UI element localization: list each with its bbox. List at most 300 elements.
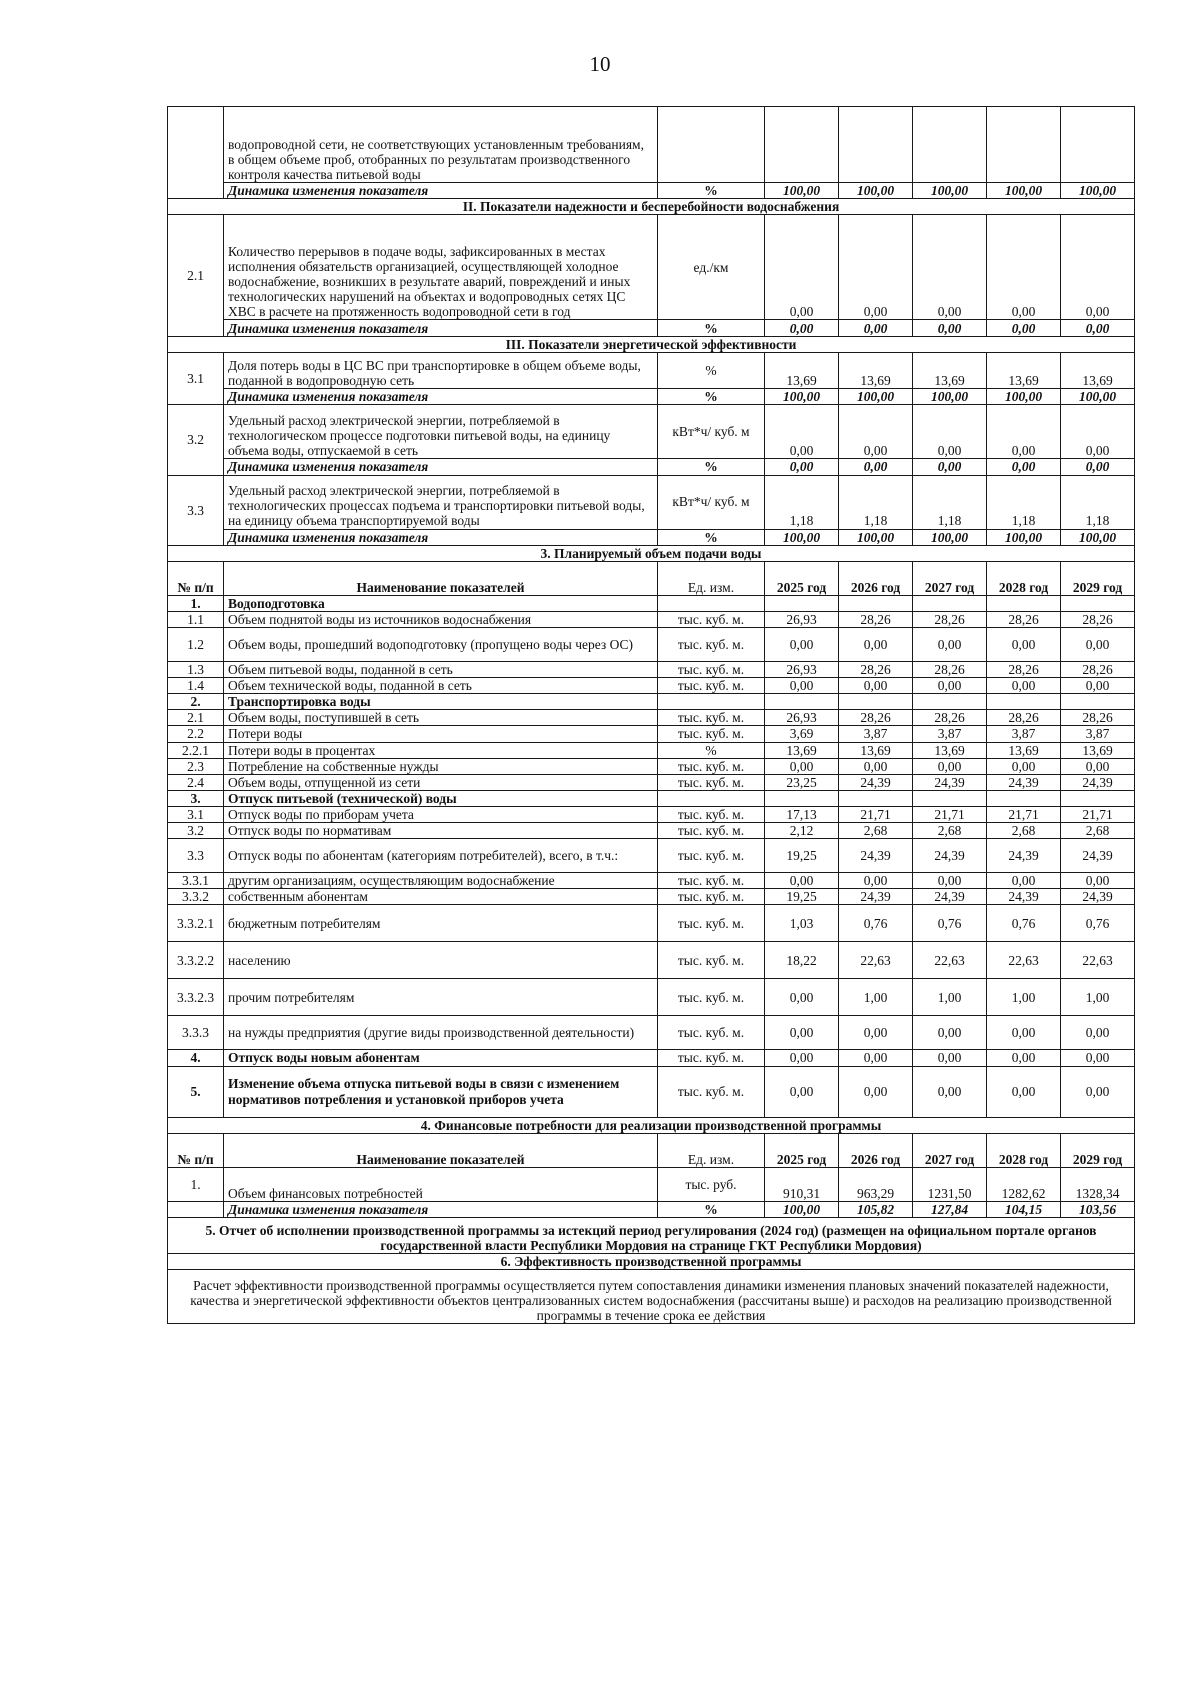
row-number: 5. bbox=[168, 1066, 224, 1117]
value-cell: 1231,50 bbox=[913, 1167, 987, 1201]
value-cell bbox=[1061, 595, 1135, 611]
unit-cell: тыс. куб. м. bbox=[658, 710, 765, 726]
value-cell: 0,00 bbox=[765, 320, 839, 337]
value-cell: 18,22 bbox=[765, 942, 839, 979]
table-row bbox=[168, 790, 1135, 806]
value-cell: 1,00 bbox=[987, 979, 1061, 1016]
value-cell: 0,00 bbox=[839, 215, 913, 320]
row-number bbox=[168, 107, 224, 199]
value-cell: 0,00 bbox=[987, 215, 1061, 320]
indicator-name: собственным абонентам bbox=[224, 889, 658, 905]
value-cell: 100,00 bbox=[765, 529, 839, 545]
value-cell: 22,63 bbox=[1061, 942, 1135, 979]
row-number: 3.2 bbox=[168, 823, 224, 839]
table-row bbox=[168, 873, 1135, 889]
table-row bbox=[168, 661, 1135, 677]
value-cell bbox=[987, 790, 1061, 806]
header-year: 2027 год bbox=[913, 1133, 987, 1167]
table-row bbox=[168, 107, 1135, 183]
value-cell: 28,26 bbox=[839, 611, 913, 627]
value-cell: 21,71 bbox=[1061, 806, 1135, 822]
row-number: 3.3.1 bbox=[168, 873, 224, 889]
value-cell: 28,26 bbox=[1061, 611, 1135, 627]
indicator-name: Водоподготовка bbox=[224, 595, 658, 611]
table-row bbox=[168, 627, 1135, 661]
dynamics-label: Динамика изменения показателя bbox=[224, 529, 658, 545]
table-row bbox=[168, 710, 1135, 726]
section-header bbox=[168, 1253, 1135, 1269]
value-cell bbox=[987, 694, 1061, 710]
table-row bbox=[168, 774, 1135, 790]
value-cell bbox=[765, 595, 839, 611]
dynamics-label: Динамика изменения показателя bbox=[224, 459, 658, 475]
value-cell: 0,00 bbox=[1061, 405, 1135, 459]
value-cell bbox=[765, 694, 839, 710]
value-cell: 13,69 bbox=[1061, 742, 1135, 758]
dynamics-row bbox=[168, 529, 1135, 545]
table-row bbox=[168, 1050, 1135, 1066]
table-row bbox=[168, 889, 1135, 905]
indicator-name: Объем технической воды, поданной в сеть bbox=[224, 678, 658, 694]
value-cell: 1,03 bbox=[765, 905, 839, 942]
value-cell: 0,00 bbox=[765, 1066, 839, 1117]
header-year: 2026 год bbox=[839, 561, 913, 595]
value-cell: 0,00 bbox=[987, 459, 1061, 475]
unit-cell: тыс. куб. м. bbox=[658, 839, 765, 873]
indicator-name: Отпуск воды новым абонентам bbox=[224, 1050, 658, 1066]
value-cell: 0,00 bbox=[913, 320, 987, 337]
unit-cell: тыс. куб. м. bbox=[658, 774, 765, 790]
unit-cell: % bbox=[658, 459, 765, 475]
value-cell: 100,00 bbox=[765, 1201, 839, 1217]
indicator-row bbox=[168, 405, 1135, 459]
value-cell: 23,25 bbox=[765, 774, 839, 790]
value-cell: 28,26 bbox=[839, 710, 913, 726]
dynamics-label: Динамика изменения показателя bbox=[224, 1201, 658, 1217]
indicator-name: Объем воды, отпущенной из сети bbox=[224, 774, 658, 790]
row-number: 3.1 bbox=[168, 806, 224, 822]
unit-cell: тыс. куб. м. bbox=[658, 942, 765, 979]
value-cell: 100,00 bbox=[839, 529, 913, 545]
value-cell: 22,63 bbox=[839, 942, 913, 979]
value-cell: 0,00 bbox=[987, 1050, 1061, 1066]
unit-cell: тыс. куб. м. bbox=[658, 627, 765, 661]
value-cell: 1,00 bbox=[839, 979, 913, 1016]
row-number: 1. bbox=[168, 1167, 224, 1201]
value-cell: 0,00 bbox=[1061, 873, 1135, 889]
section-title: 6. Эффективность производственной программы bbox=[168, 1253, 1135, 1269]
row-number: 3.3.2.2 bbox=[168, 942, 224, 979]
value-cell: 0,00 bbox=[913, 678, 987, 694]
value-cell: 0,00 bbox=[913, 459, 987, 475]
section-title: 3. Планируемый объем подачи воды bbox=[168, 545, 1135, 561]
value-cell: 1,00 bbox=[1061, 979, 1135, 1016]
value-cell: 28,26 bbox=[1061, 661, 1135, 677]
row-number: 1.4 bbox=[168, 678, 224, 694]
efficiency-text: Расчет эффективности производственной программы осуществляется путем сопоставления динамики изменения плановых значений показателей надежности, качества и энергетической эффективности объектов централизованных систем водоснабжения (рассчитаны выше) и расходов на реализацию производственной программы в течение срока ее действия bbox=[168, 1269, 1135, 1323]
unit-cell: % bbox=[658, 742, 765, 758]
empty-cell bbox=[839, 107, 913, 183]
value-cell: 0,00 bbox=[1061, 678, 1135, 694]
indicator-name: Потери воды в процентах bbox=[224, 742, 658, 758]
value-cell: 0,00 bbox=[1061, 1050, 1135, 1066]
table-row bbox=[168, 742, 1135, 758]
table-row bbox=[168, 595, 1135, 611]
value-cell: 13,69 bbox=[987, 742, 1061, 758]
table-row bbox=[168, 1016, 1135, 1050]
row-number: 1. bbox=[168, 595, 224, 611]
value-cell: 0,76 bbox=[1061, 905, 1135, 942]
row-number: 3.3 bbox=[168, 839, 224, 873]
section-title: II. Показатели надежности и бесперебойности водоснабжения bbox=[168, 199, 1135, 215]
header-unit: Ед. изм. bbox=[658, 1133, 765, 1167]
header-year: 2029 год bbox=[1061, 1133, 1135, 1167]
header-year: 2026 год bbox=[839, 1133, 913, 1167]
value-cell: 0,00 bbox=[839, 1066, 913, 1117]
value-cell bbox=[839, 595, 913, 611]
value-cell: 103,56 bbox=[1061, 1201, 1135, 1217]
value-cell: 24,39 bbox=[987, 889, 1061, 905]
dynamics-label: Динамика изменения показателя bbox=[224, 183, 658, 199]
empty-cell bbox=[168, 1201, 224, 1217]
text-row bbox=[168, 1269, 1135, 1323]
value-cell: 100,00 bbox=[1061, 183, 1135, 199]
value-cell bbox=[913, 790, 987, 806]
value-cell: 26,93 bbox=[765, 710, 839, 726]
table-row bbox=[168, 823, 1135, 839]
value-cell: 0,00 bbox=[765, 1050, 839, 1066]
row-number: 3.3.2 bbox=[168, 889, 224, 905]
table-header-row bbox=[168, 561, 1135, 595]
value-cell: 17,13 bbox=[765, 806, 839, 822]
value-cell: 0,00 bbox=[1061, 320, 1135, 337]
table-row bbox=[168, 678, 1135, 694]
value-cell: 2,68 bbox=[839, 823, 913, 839]
row-number: 2.2 bbox=[168, 726, 224, 742]
unit-cell: тыс. руб. bbox=[658, 1167, 765, 1201]
value-cell: 100,00 bbox=[839, 389, 913, 405]
value-cell: 28,26 bbox=[913, 611, 987, 627]
value-cell: 0,00 bbox=[913, 1066, 987, 1117]
value-cell: 21,71 bbox=[987, 806, 1061, 822]
value-cell: 100,00 bbox=[913, 183, 987, 199]
value-cell: 100,00 bbox=[987, 183, 1061, 199]
indicator-name: Отпуск питьевой (технической) воды bbox=[224, 790, 658, 806]
value-cell: 0,00 bbox=[987, 873, 1061, 889]
header-year: 2028 год bbox=[987, 1133, 1061, 1167]
row-number: 2.3 bbox=[168, 758, 224, 774]
value-cell: 3,69 bbox=[765, 726, 839, 742]
section-header bbox=[168, 545, 1135, 561]
value-cell: 24,39 bbox=[913, 889, 987, 905]
value-cell: 1,18 bbox=[839, 475, 913, 529]
section-header bbox=[168, 337, 1135, 353]
indicator-name: Транспортировка воды bbox=[224, 694, 658, 710]
value-cell: 0,00 bbox=[913, 1016, 987, 1050]
indicator-name: Потребление на собственные нужды bbox=[224, 758, 658, 774]
table-row bbox=[168, 806, 1135, 822]
value-cell: 100,00 bbox=[987, 389, 1061, 405]
indicator-name: Количество перерывов в подаче воды, зафиксированных в местах исполнения обязательств организацией, осуществляющей холодное водоснабжение, возникших в результате аварий, повреждений и иных технологических нарушений на объектах и водопроводных сетях ЦС ХВС в расчете на протяженность водопроводной сети в год bbox=[224, 215, 658, 320]
section-title: III. Показатели энергетической эффективности bbox=[168, 337, 1135, 353]
row-number: 1.2 bbox=[168, 627, 224, 661]
header-year: 2027 год bbox=[913, 561, 987, 595]
value-cell: 2,68 bbox=[987, 823, 1061, 839]
value-cell: 13,69 bbox=[839, 353, 913, 389]
indicator-name: на нужды предприятия (другие виды производственной деятельности) bbox=[224, 1016, 658, 1050]
unit-cell: % bbox=[658, 529, 765, 545]
header-number: № п/п bbox=[168, 561, 224, 595]
value-cell: 0,00 bbox=[913, 758, 987, 774]
unit-cell bbox=[658, 595, 765, 611]
value-cell: 2,68 bbox=[1061, 823, 1135, 839]
indicator-name: другим организациям, осуществляющим водоснабжение bbox=[224, 873, 658, 889]
indicator-name: Изменение объема отпуска питьевой воды в связи с изменением нормативов потребления и установкой приборов учета bbox=[224, 1066, 658, 1117]
value-cell: 0,00 bbox=[987, 678, 1061, 694]
value-cell: 104,15 bbox=[987, 1201, 1061, 1217]
value-cell: 0,00 bbox=[765, 215, 839, 320]
value-cell: 0,00 bbox=[1061, 1016, 1135, 1050]
value-cell: 1,18 bbox=[1061, 475, 1135, 529]
empty-cell bbox=[1061, 107, 1135, 183]
dynamics-label: Динамика изменения показателя bbox=[224, 320, 658, 337]
unit-cell bbox=[658, 790, 765, 806]
header-year: 2028 год bbox=[987, 561, 1061, 595]
value-cell: 24,39 bbox=[1061, 889, 1135, 905]
indicator-name: Удельный расход электрической энергии, потребляемой в технологических процессах подъема и транспортировки питьевой воды, на единицу объема транспортируемой воды bbox=[224, 475, 658, 529]
row-number: 2.1 bbox=[168, 710, 224, 726]
value-cell: 0,00 bbox=[1061, 1066, 1135, 1117]
header-number: № п/п bbox=[168, 1133, 224, 1167]
value-cell bbox=[913, 694, 987, 710]
value-cell: 28,26 bbox=[839, 661, 913, 677]
header-name: Наименование показателей bbox=[224, 1133, 658, 1167]
table-row bbox=[168, 839, 1135, 873]
value-cell: 13,69 bbox=[1061, 353, 1135, 389]
value-cell: 3,87 bbox=[839, 726, 913, 742]
section-title: 5. Отчет об исполнении производственной программы за истекций период регулирования (2024 год) (размещен на официальном портале органов государственной власти Республики Мордовия на странице ГКТ Республики Мордовия) bbox=[168, 1217, 1135, 1253]
value-cell: 0,00 bbox=[839, 459, 913, 475]
value-cell: 0,00 bbox=[765, 405, 839, 459]
row-number: 3. bbox=[168, 790, 224, 806]
row-number: 3.3.3 bbox=[168, 1016, 224, 1050]
empty-cell bbox=[987, 107, 1061, 183]
value-cell: 24,39 bbox=[1061, 839, 1135, 873]
unit-cell: тыс. куб. м. bbox=[658, 1066, 765, 1117]
value-cell: 0,00 bbox=[765, 758, 839, 774]
value-cell: 910,31 bbox=[765, 1167, 839, 1201]
indicator-name: бюджетным потребителям bbox=[224, 905, 658, 942]
unit-cell bbox=[658, 694, 765, 710]
dynamics-row bbox=[168, 320, 1135, 337]
indicator-name: водопроводной сети, не соответствующих установленным требованиям, в общем объеме проб, отобранных по результатам производственного контроля качества питьевой воды bbox=[224, 107, 658, 183]
header-year: 2025 год bbox=[765, 561, 839, 595]
value-cell: 13,69 bbox=[913, 742, 987, 758]
unit-cell: % bbox=[658, 353, 765, 389]
value-cell: 100,00 bbox=[1061, 529, 1135, 545]
value-cell: 3,87 bbox=[913, 726, 987, 742]
unit-cell: тыс. куб. м. bbox=[658, 806, 765, 822]
indicator-row bbox=[168, 475, 1135, 529]
section-header bbox=[168, 1217, 1135, 1253]
value-cell: 3,87 bbox=[1061, 726, 1135, 742]
value-cell: 0,76 bbox=[913, 905, 987, 942]
value-cell bbox=[839, 694, 913, 710]
unit-cell: тыс. куб. м. bbox=[658, 661, 765, 677]
unit-cell: кВт*ч/ куб. м bbox=[658, 405, 765, 459]
indicator-name: Объем воды, поступившей в сеть bbox=[224, 710, 658, 726]
empty-cell bbox=[913, 107, 987, 183]
table-row bbox=[168, 1066, 1135, 1117]
dynamics-row bbox=[168, 183, 1135, 199]
table-row bbox=[168, 694, 1135, 710]
value-cell: 3,87 bbox=[987, 726, 1061, 742]
table-header-row bbox=[168, 1133, 1135, 1167]
value-cell: 26,93 bbox=[765, 611, 839, 627]
value-cell bbox=[1061, 694, 1135, 710]
table-row bbox=[168, 758, 1135, 774]
value-cell: 100,00 bbox=[765, 389, 839, 405]
value-cell: 0,00 bbox=[839, 320, 913, 337]
unit-cell: кВт*ч/ куб. м bbox=[658, 475, 765, 529]
value-cell: 0,00 bbox=[987, 1066, 1061, 1117]
value-cell: 0,00 bbox=[987, 320, 1061, 337]
indicator-name: населению bbox=[224, 942, 658, 979]
value-cell: 1,18 bbox=[987, 475, 1061, 529]
value-cell: 0,00 bbox=[913, 215, 987, 320]
value-cell: 24,39 bbox=[913, 774, 987, 790]
value-cell: 13,69 bbox=[765, 742, 839, 758]
value-cell: 0,00 bbox=[1061, 758, 1135, 774]
unit-cell: тыс. куб. м. bbox=[658, 873, 765, 889]
value-cell: 13,69 bbox=[765, 353, 839, 389]
unit-cell: тыс. куб. м. bbox=[658, 758, 765, 774]
row-number: 1.1 bbox=[168, 611, 224, 627]
value-cell: 0,00 bbox=[839, 1050, 913, 1066]
indicator-row bbox=[168, 353, 1135, 389]
value-cell: 0,00 bbox=[765, 678, 839, 694]
value-cell: 28,26 bbox=[913, 710, 987, 726]
value-cell: 0,76 bbox=[839, 905, 913, 942]
value-cell: 26,93 bbox=[765, 661, 839, 677]
dynamics-row bbox=[168, 389, 1135, 405]
value-cell: 0,00 bbox=[839, 405, 913, 459]
value-cell: 0,00 bbox=[839, 627, 913, 661]
table-row bbox=[168, 979, 1135, 1016]
unit-cell: тыс. куб. м. bbox=[658, 726, 765, 742]
row-number: 2.1 bbox=[168, 215, 224, 337]
table-row bbox=[168, 1167, 1135, 1201]
value-cell: 963,29 bbox=[839, 1167, 913, 1201]
value-cell: 0,00 bbox=[839, 758, 913, 774]
value-cell: 28,26 bbox=[987, 611, 1061, 627]
value-cell: 2,68 bbox=[913, 823, 987, 839]
value-cell: 1282,62 bbox=[987, 1167, 1061, 1201]
unit-cell: % bbox=[658, 389, 765, 405]
row-number: 4. bbox=[168, 1050, 224, 1066]
indicator-name: Отпуск воды по приборам учета bbox=[224, 806, 658, 822]
value-cell bbox=[839, 790, 913, 806]
value-cell: 28,26 bbox=[913, 661, 987, 677]
table-row bbox=[168, 942, 1135, 979]
value-cell: 0,00 bbox=[839, 678, 913, 694]
value-cell: 2,12 bbox=[765, 823, 839, 839]
value-cell: 100,00 bbox=[765, 183, 839, 199]
unit-cell: тыс. куб. м. bbox=[658, 1016, 765, 1050]
value-cell: 24,39 bbox=[913, 839, 987, 873]
value-cell: 0,00 bbox=[765, 873, 839, 889]
value-cell: 0,00 bbox=[987, 405, 1061, 459]
section-title: 4. Финансовые потребности для реализации производственной программы bbox=[168, 1117, 1135, 1133]
row-number: 3.2 bbox=[168, 405, 224, 475]
unit-cell: тыс. куб. м. bbox=[658, 611, 765, 627]
header-year: 2029 год bbox=[1061, 561, 1135, 595]
indicator-name: прочим потребителям bbox=[224, 979, 658, 1016]
indicator-name: Отпуск воды по нормативам bbox=[224, 823, 658, 839]
value-cell: 1,18 bbox=[765, 475, 839, 529]
value-cell: 13,69 bbox=[839, 742, 913, 758]
value-cell: 0,00 bbox=[913, 1050, 987, 1066]
value-cell: 0,00 bbox=[765, 1016, 839, 1050]
unit-cell: % bbox=[658, 183, 765, 199]
value-cell: 1,00 bbox=[913, 979, 987, 1016]
value-cell: 105,82 bbox=[839, 1201, 913, 1217]
row-number: 3.3 bbox=[168, 475, 224, 545]
value-cell: 0,00 bbox=[839, 1016, 913, 1050]
dynamics-row bbox=[168, 459, 1135, 475]
empty-cell bbox=[658, 107, 765, 183]
value-cell: 0,76 bbox=[987, 905, 1061, 942]
value-cell: 1,18 bbox=[913, 475, 987, 529]
value-cell: 22,63 bbox=[987, 942, 1061, 979]
row-number: 3.3.2.3 bbox=[168, 979, 224, 1016]
indicators-table bbox=[167, 106, 1135, 1324]
table-row bbox=[168, 726, 1135, 742]
unit-cell: % bbox=[658, 1201, 765, 1217]
value-cell: 0,00 bbox=[987, 1016, 1061, 1050]
table-row bbox=[168, 611, 1135, 627]
unit-cell: ед./км bbox=[658, 215, 765, 320]
value-cell: 0,00 bbox=[839, 873, 913, 889]
value-cell: 13,69 bbox=[913, 353, 987, 389]
value-cell: 28,26 bbox=[987, 710, 1061, 726]
dynamics-label: Динамика изменения показателя bbox=[224, 389, 658, 405]
row-number: 1.3 bbox=[168, 661, 224, 677]
value-cell: 0,00 bbox=[913, 627, 987, 661]
value-cell: 0,00 bbox=[765, 979, 839, 1016]
value-cell: 22,63 bbox=[913, 942, 987, 979]
value-cell: 24,39 bbox=[1061, 774, 1135, 790]
value-cell: 24,39 bbox=[987, 839, 1061, 873]
value-cell: 13,69 bbox=[987, 353, 1061, 389]
value-cell: 100,00 bbox=[913, 529, 987, 545]
section-header bbox=[168, 1117, 1135, 1133]
value-cell: 127,84 bbox=[913, 1201, 987, 1217]
value-cell: 28,26 bbox=[1061, 710, 1135, 726]
indicator-name: Доля потерь воды в ЦС ВС при транспортировке в общем объеме воды, поданной в водопроводную сеть bbox=[224, 353, 658, 389]
value-cell bbox=[913, 595, 987, 611]
unit-cell: тыс. куб. м. bbox=[658, 1050, 765, 1066]
indicator-name: Удельный расход электрической энергии, потребляемой в технологическом процессе подготовки питьевой воды, на единицу объема воды, отпускаемой в сеть bbox=[224, 405, 658, 459]
row-number: 2. bbox=[168, 694, 224, 710]
value-cell: 0,00 bbox=[765, 627, 839, 661]
header-name: Наименование показателей bbox=[224, 561, 658, 595]
unit-cell: тыс. куб. м. bbox=[658, 823, 765, 839]
indicator-name: Отпуск воды по абонентам (категориям потребителей), всего, в т.ч.: bbox=[224, 839, 658, 873]
value-cell: 19,25 bbox=[765, 839, 839, 873]
indicator-name: Потери воды bbox=[224, 726, 658, 742]
value-cell: 0,00 bbox=[765, 459, 839, 475]
